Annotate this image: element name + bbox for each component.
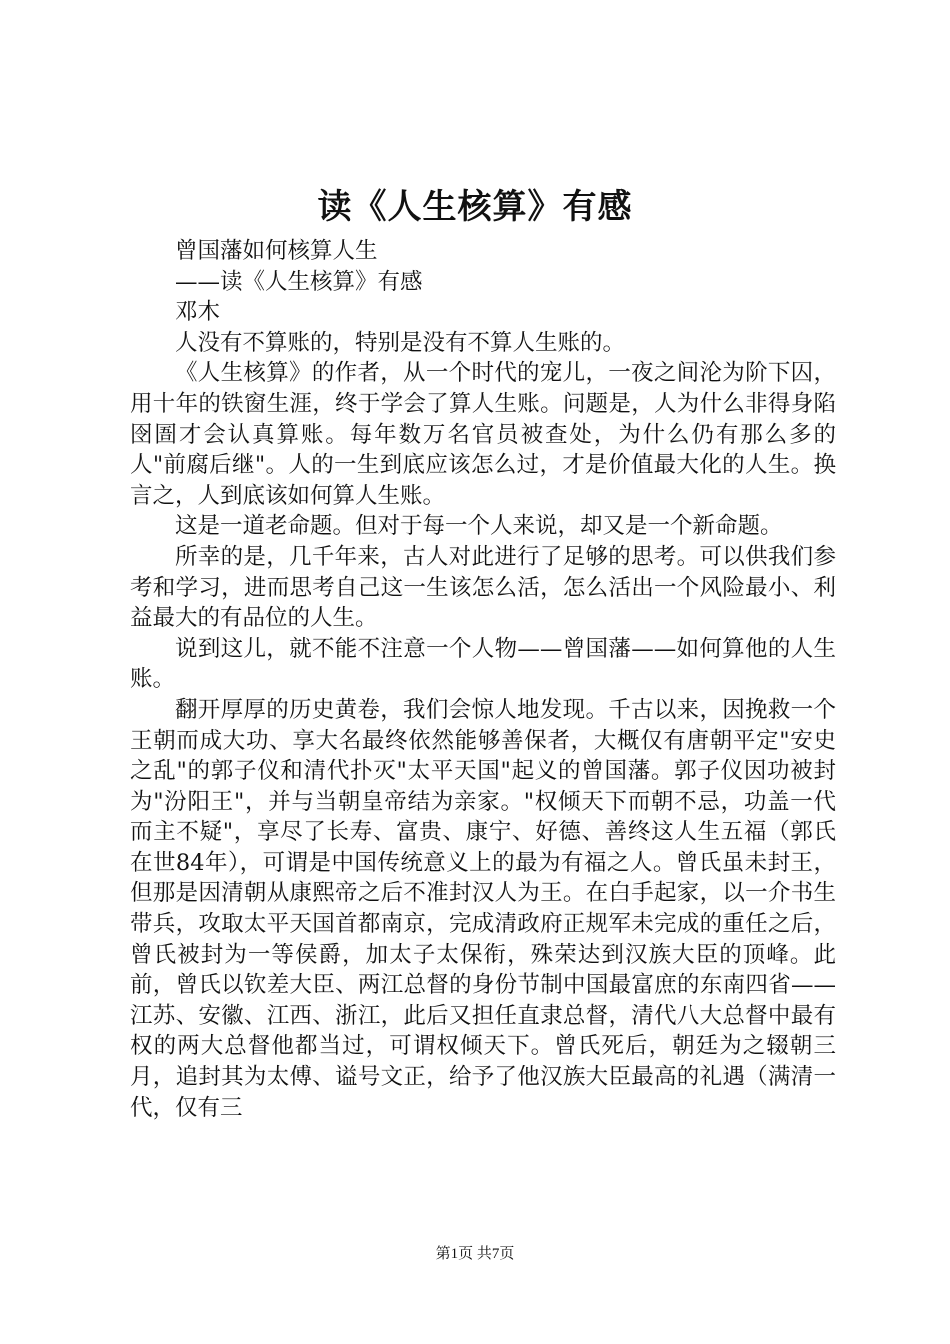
paragraph-subtitle: 曾国藩如何核算人生 bbox=[175, 238, 378, 264]
paragraph-author: 邓木 bbox=[175, 299, 221, 326]
paragraph: 《人生核算》的作者，从一个时代的宠儿，一夜之间沦为阶下囚，用十年的铁窗生涯，终于学会了算人生账。问题是，人为什么非得身陷囹圄才会认真算账。每年数万名官员被查处，为什么仍有那么多的人"前腐后继"。人的一生到底应该怎么过，才是价值最大化的人生。换言之，人到底该如何算人生账。 bbox=[130, 360, 836, 509]
paragraph: 翻开厚厚的历史黄卷，我们会惊人地发现。千古以来，因挽救一个王朝而成大功、享大名最终依然能够善保者，大概仅有唐朝平定"安史之乱"的郭子仪和清代扑灭"太平天国"起义的曾国藩。郭子仪因功被封为"汾阳王"，并与当朝皇帝结为亲家。"权倾天下而朝不忌，功盖一代而主不疑"，享尽了长寿、富贵、康宁、好德、善终这人生五福（郭氏在世84年），可谓是中国传统意义上的最为有福之人。曾氏虽未封王，但那是因清朝从康熙帝之后不准封汉人为王。在白手起家，以一介书生带兵，攻取太平天国首都南京，完成清政府正规军未完成的重任之后，曾氏被封为一等侯爵，加太子太保衔，殊荣达到汉族大臣的顶峰。此前，曾氏以钦差大臣、两江总督的身份节制中国最富庶的东南四省——江苏、安徽、江西、浙江，此后又担任直隶总督，清代八大总督中最有权的两大总督他都当过，可谓权倾天下。曾氏死后，朝廷为之辍朝三月，追封其为太傅、谥号文正，给予了他汉族大臣最高的礼遇（满清一代，仅有三 bbox=[130, 696, 836, 1121]
paragraph: 这是一道老命题。但对于每一个人来说，却又是一个新命题。 bbox=[175, 513, 783, 540]
paragraph: 人没有不算账的，特别是没有不算人生账的。 bbox=[175, 329, 626, 356]
paragraph-subheading: ——读《人生核算》有感 bbox=[175, 268, 423, 295]
page-number-footer: 第1页 共7页 bbox=[435, 1246, 515, 1262]
document-title: 读《人生核算》有感 bbox=[317, 187, 633, 227]
document-body bbox=[130, 236, 836, 1123]
paragraph: 说到这儿，就不能不注意一个人物——曾国藩——如何算他的人生账。 bbox=[130, 635, 836, 693]
paragraph: 所幸的是，几千年来，古人对此进行了足够的思考。可以供我们参考和学习，进而思考自己这一生该怎么活，怎么活出一个风险最小、利益最大的有品位的人生。 bbox=[130, 543, 836, 632]
